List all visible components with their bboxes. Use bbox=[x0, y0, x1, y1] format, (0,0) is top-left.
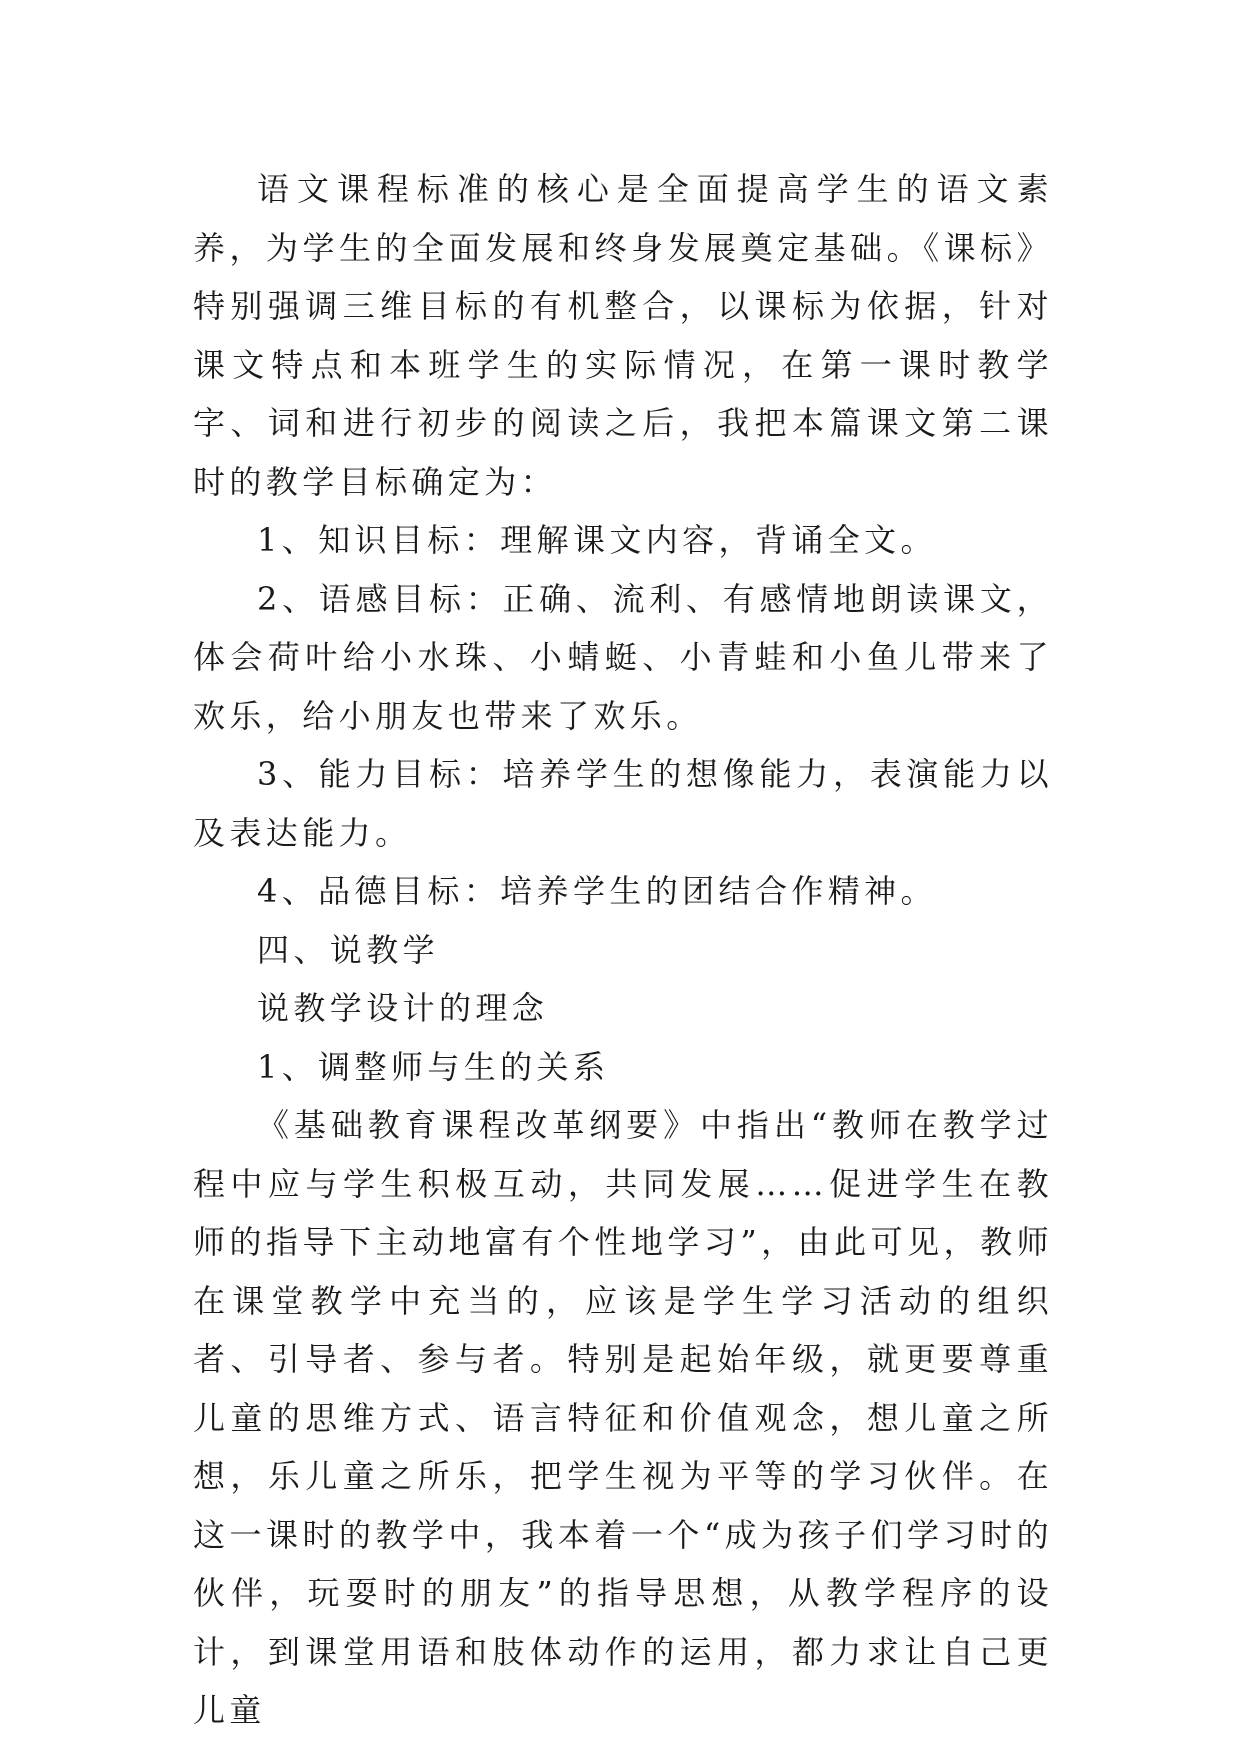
paragraph-knowledge-goal: 1、知识目标：理解课文内容，背诵全文。 bbox=[257, 521, 937, 559]
subheading-teacher-student: 1、调整师与生的关系 bbox=[257, 1047, 610, 1086]
paragraph-ability-goal: 3、能力目标：培养学生的想像能力，表演能力以及表达能力。 bbox=[193, 755, 1053, 852]
paragraph-intro: 语文课程标准的核心是全面提高学生的语文素养，为学生的全面发展和终身发展奠定基础。《课标》特别强调三维目标的有机整合，以课标为依据，针对课文特点和本班学生的实际情况，在第一课时教学字、词和进行初步的阅读之后，我把本篇课文第二课时的教学目标确定为： bbox=[193, 170, 1053, 501]
paragraph-curriculum-reform: 《基础教育课程改革纲要》中指出“教师在教学过程中应与学生积极互动，共同发展……促进学生在教师的指导下主动地富有个性地学习”，由此可见，教师在课堂教学中充当的，应该是学生学习活动的组织者、引导者、参与者。特别是起始年级，就更要尊重儿童的思维方式、语言特征和价值观念，想儿童之所想，乐儿童之所乐，把学生视为平等的学习伙伴。在这一课时的教学中，我本着一个“成为孩子们学习时的伙伴，玩耍时的朋友”的指导思想，从教学程序的设计，到课堂用语和肢体动作的运用，都力求让自己更儿童 bbox=[193, 1106, 1053, 1729]
paragraph-language-goal: 2、语感目标：正确、流利、有感情地朗读课文，体会荷叶给小水珠、小蜻蜓、小青蛙和小鱼儿带来了欢乐，给小朋友也带来了欢乐。 bbox=[193, 579, 1053, 735]
subheading-design-concept: 说教学设计的理念 bbox=[257, 989, 549, 1027]
document-body bbox=[193, 160, 1053, 1740]
paragraph-moral-goal: 4、品德目标：培养学生的团结合作精神。 bbox=[257, 872, 937, 910]
section-heading-teaching: 四、说教学 bbox=[257, 930, 440, 969]
